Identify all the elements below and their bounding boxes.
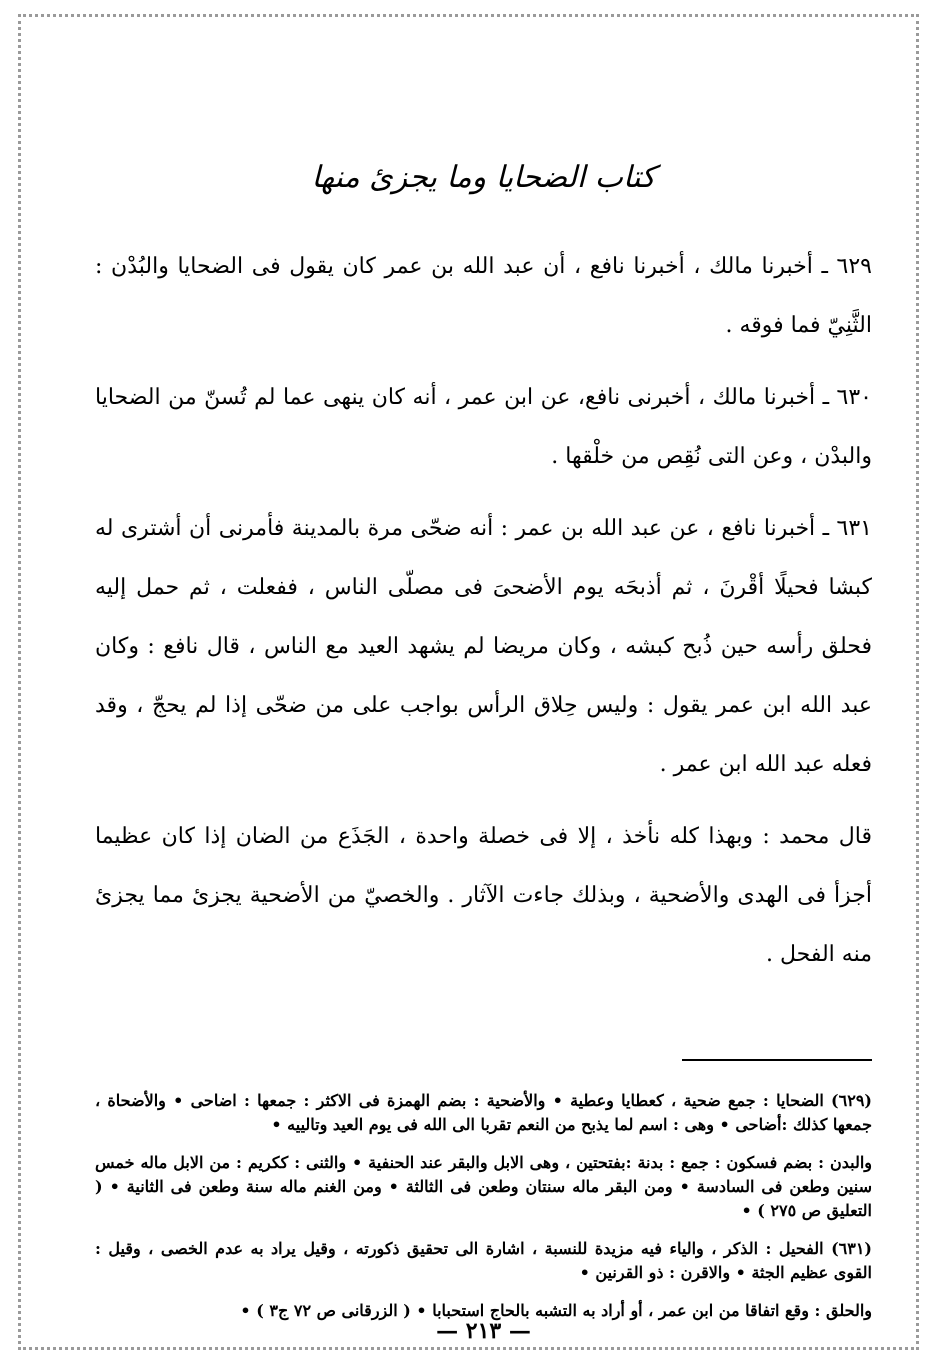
paragraph-commentary: قال محمد : وبهذا كله نأخذ ، إلا فى خصلة واحدة ، الجَذَع من الضان إذا كان عظيما أجزأ فى الهدى والأضحية ، وبذلك جاءت الآثار . والخصيّ من الأضحية يجزئ مما يجزئ منه الفحل . [95, 824, 872, 967]
footnote-631-continued: والحلق : وقع اتفاقا من ابن عمر ، أو أراد به التشبه بالحاج استحبابا • ( الزرقانى ص ٧٢ ج٣ ) • [240, 1301, 872, 1320]
footnote-631: (٦٣١) الفحيل : الذكر ، والياء فيه مزيدة للنسبة ، اشارة الى تحقيق ذكورته ، وقيل يراد به عدم الخصى ، وقيل : القوى عظيم الجثة • والاقرن : ذو القرنين • [95, 1239, 872, 1282]
paragraph-630: ٦٣٠ ـ أخبرنا مالك ، أخبرنى نافع، عن ابن عمر ، أنه كان ينهى عما لم تُسنّ من الضحايا والبدْن ، وعن التى نُقِص من خلْقها . [95, 385, 872, 469]
chapter-title: كتاب الضحايا وما يجزئ منها [311, 160, 656, 195]
paragraph-629: ٦٢٩ ـ أخبرنا مالك ، أخبرنا نافع ، أن عبد الله بن عمر كان يقول فى الضحايا والبُدْن : الثَّنِيّ فما فوقه . [95, 254, 872, 338]
footnote-629-continued: والبدن : بضم فسكون : جمع : بدنة :بفتحتين ، وهى الابل والبقر عند الحنفية • والثنى : ككريم : من الابل ماله خمس سنين وطعن فى السادسة • ومن البقر ماله سنتان وطعن فى الثالثة • ومن الغنم ماله سنة وطعن فى الثانية • ( التعليق ص ٢٧٥ ) • [95, 1153, 872, 1220]
page-content [95, 158, 872, 1344]
footnote-629: (٦٢٩) الضحايا : جمع ضحية ، كعطايا وعطية • والأضحية : بضم الهمزة فى الاكثر : جمعها : اضاحى • والأضحاة ، جمعها كذلك :أضاحى • وهى : اسم لما يذبح من النعم تقربا الى الله فى يوم العيد وتالييه • [95, 1091, 872, 1134]
paragraph-631: ٦٣١ ـ أخبرنا نافع ، عن عبد الله بن عمر : أنه ضحّى مرة بالمدينة فأمرنى أن أشترى له كبشا فحيلًا أقْرنَ ، ثم أذبحَه يوم الأضحىَ فى مصلّى الناس ، ففعلت ، ثم حمل إليه فحلق رأسه حين ذُبح كبشه ، وكان مريضا لم يشهد العيد مع الناس ، قال نافع : وكان عبد الله ابن عمر يقول : وليس حِلاق الرأس بواجب على من ضحّى إذا لم يحجّ ، وقد فعله عبد الله ابن عمر . [95, 516, 872, 777]
page-number: — ٢١٣ — [436, 1318, 531, 1344]
footnote-divider [682, 1059, 872, 1061]
